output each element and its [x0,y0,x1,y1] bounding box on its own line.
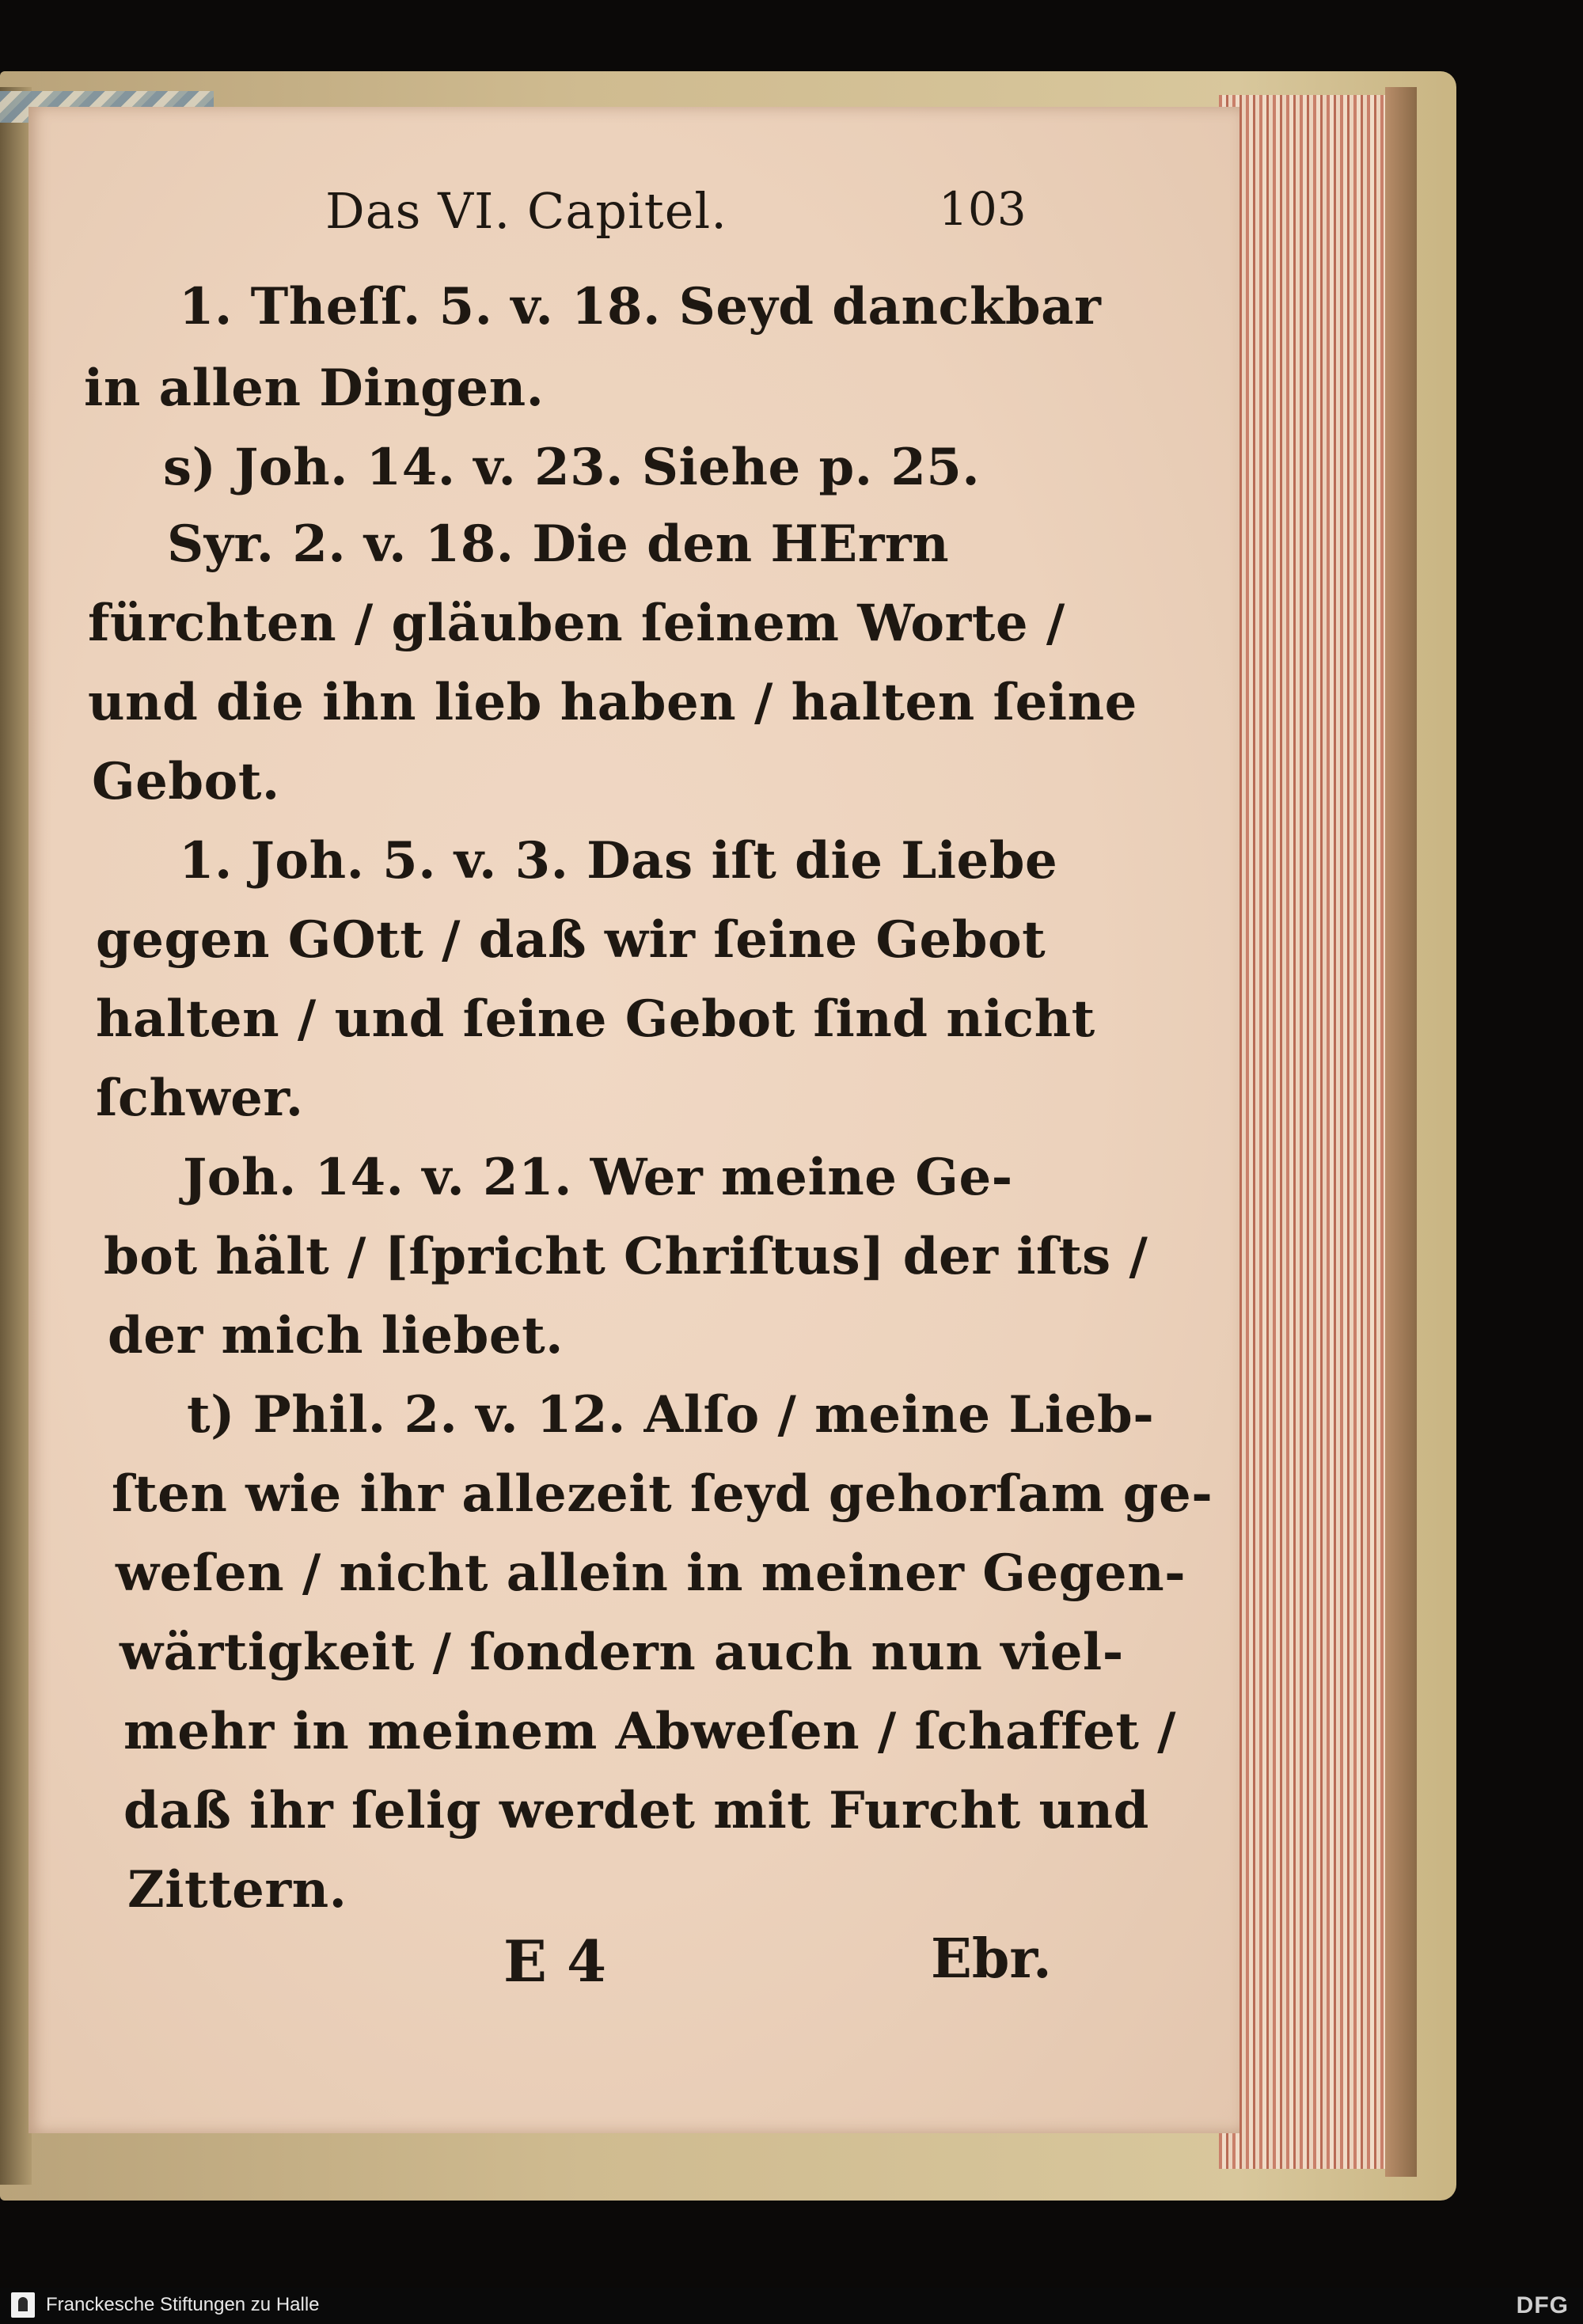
text-line: daß ihr ſelig werdet mit Furcht und [123,1781,1149,1840]
text-line: gegen GOtt / daß wir ſeine Gebot [96,910,1046,970]
text-line: 1. Theſſ. 5. v. 18. Seyd danckbar [179,277,1102,336]
library-name: Franckesche Stiftungen zu Halle [46,2294,320,2315]
text-line: Syr. 2. v. 18. Die den HErrn [167,515,950,574]
text-line: Zittern. [127,1860,347,1920]
catchword: Ebr. [931,1927,1052,1991]
text-line: weſen / nicht allein in meiner Gegen- [116,1544,1186,1603]
text-line: ſten wie ihr allezeit ſeyd gehorſam ge- [112,1464,1213,1524]
page-number: 103 [939,182,1027,236]
running-header: Das VI. Capitel. [325,182,727,240]
book-spine [0,87,32,2185]
page-fore-edge [1219,95,1393,2169]
text-line: ſchwer. [96,1069,304,1128]
library-logo-icon [11,2292,35,2318]
dfg-logo: DFG [1516,2292,1569,2318]
text-line: der mich liebet. [108,1306,564,1365]
text-line: und die ihn lieb haben / halten ſeine [88,673,1137,732]
text-line: s) Joh. 14. v. 23. Siehe p. 25. [163,438,981,497]
text-line: 1. Joh. 5. v. 3. Das iſt die Liebe [179,831,1058,890]
signature-mark: E 4 [503,1927,607,1995]
text-line: halten / und ſeine Gebot ſind nicht [96,989,1095,1049]
text-line: in allen Dingen. [84,359,545,418]
text-line: bot hält / [ſpricht Chriſtus] der iſts / [104,1227,1148,1286]
text-line: wärtigkeit / ſondern auch nun viel- [120,1623,1124,1682]
text-line: Gebot. [92,752,280,811]
page-text [28,107,1239,2133]
cover-edge [1385,87,1417,2177]
text-line: mehr in meinem Abweſen / ſchaffet / [123,1702,1177,1761]
text-line: fürchten / gläuben ſeinem Worte / [88,594,1065,653]
text-line: Joh. 14. v. 21. Wer meine Ge- [183,1148,1013,1207]
book-page [28,107,1239,2133]
text-line: t) Phil. 2. v. 12. Alſo / meine Lieb- [187,1385,1155,1445]
